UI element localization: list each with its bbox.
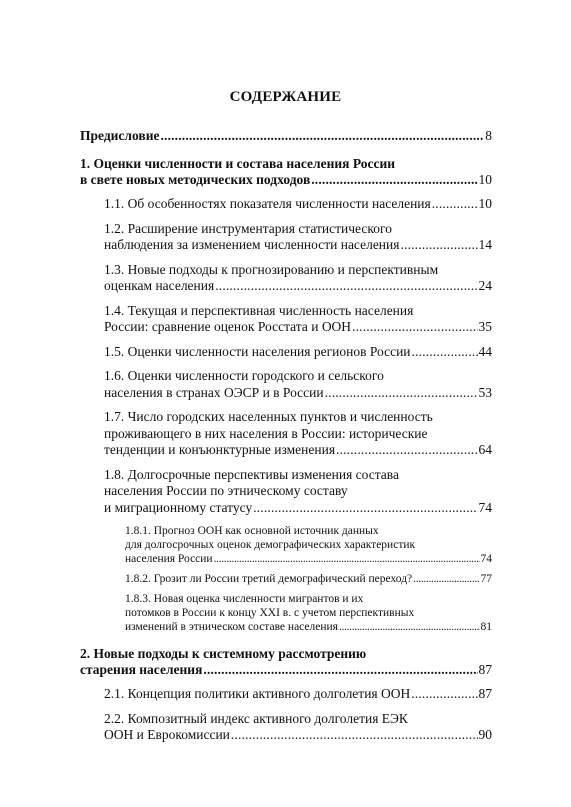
toc-line (80, 172, 492, 188)
toc-entry-label: проживающего в них населения в России: исторические (104, 425, 428, 441)
toc-entry-label: тенденции и конъюнктурные изменения (104, 442, 336, 457)
toc-entry-label: 1.4. Текущая и перспективная численность населения (104, 302, 414, 318)
toc-page-number: 14 (478, 237, 492, 252)
dot-leader (336, 442, 477, 459)
toc-entry-label: 1.1. Об особенностях показателя численности населения (104, 196, 431, 211)
dot-leader (412, 344, 478, 361)
toc-line (80, 662, 492, 678)
toc-page-number: 87 (478, 662, 492, 677)
dot-leader (413, 572, 479, 586)
toc-entry-1-4[interactable] (104, 303, 492, 336)
toc-line (104, 426, 492, 443)
dot-leader (160, 128, 484, 144)
toc-line (104, 686, 492, 703)
dot-leader (339, 620, 480, 634)
dot-leader (432, 196, 478, 213)
toc-page-number: 10 (478, 172, 492, 187)
toc-entry-label: 1.8.3. Новая оценка численности мигрантов и их (125, 593, 364, 605)
toc-page-number: 64 (478, 442, 492, 457)
toc-entry-1-3[interactable] (104, 262, 492, 295)
toc-line (125, 538, 492, 552)
dot-leader (400, 237, 477, 254)
toc-line (104, 711, 492, 728)
toc-entry-label: 1.5. Оценки численности населения регионов России (104, 343, 411, 359)
toc-entry-label: 1. Оценки численности и состава населения России (80, 156, 396, 171)
toc-entry-1-2[interactable] (104, 221, 492, 254)
toc-page-number: 24 (478, 278, 492, 293)
toc-entry-label: 1.8.1. Прогноз ООН как основной источник данных (125, 525, 379, 537)
toc-line (125, 620, 492, 634)
toc-entry-label: 1.8.2. Грозит ли России третий демографический переход? (125, 573, 413, 585)
dot-leader (411, 686, 477, 703)
toc-entry-label: для долгосрочных оценок демографических характеристик (125, 539, 416, 551)
toc-entry-label: потомков в России к концу XXI в. с учетом перспективных (125, 607, 415, 619)
toc-line (104, 237, 492, 254)
toc-line (104, 409, 492, 426)
toc-entry-label: России: сравнение оценок Росстата и ООН (104, 319, 352, 334)
toc-entry-preface[interactable] (80, 128, 492, 144)
toc-entry-chapter-2[interactable] (80, 646, 492, 678)
toc-line (104, 319, 492, 336)
dot-leader (352, 319, 477, 336)
toc-entry-label: населения России по этническому составу (104, 483, 348, 498)
dot-leader (203, 662, 477, 678)
toc-entry-label: наблюдения за изменением численности населения (104, 237, 400, 252)
dot-leader (325, 385, 478, 402)
toc-entry-1-7[interactable] (104, 409, 492, 459)
toc-page-number: 10 (478, 196, 492, 211)
toc-entry-1-6[interactable] (104, 368, 492, 401)
toc-entry-label: 1.8. Долгосрочные перспективы изменения состава (104, 466, 399, 482)
toc-page-number: 53 (478, 384, 492, 400)
toc-entry-label: ООН и Еврокомиссии (104, 727, 230, 742)
dot-leader (215, 278, 477, 295)
toc-page-number: 77 (480, 573, 492, 585)
toc-line (125, 552, 492, 566)
toc-entry-label: 2.2. Композитный индекс активного долголетия ЕЭК (104, 710, 408, 726)
toc-line (80, 646, 492, 662)
toc-page-number: 90 (478, 727, 492, 742)
toc-line (104, 196, 492, 213)
toc-entry-label: старения населения (80, 662, 203, 677)
toc-entry-label: 1.2. Расширение инструментария статистического (104, 220, 392, 236)
toc-line (104, 500, 492, 517)
toc-line (104, 221, 492, 238)
toc-line (104, 344, 492, 361)
toc-line (104, 278, 492, 295)
toc-page-number: 81 (480, 621, 492, 633)
toc-page-number: 8 (485, 128, 492, 143)
toc-entry-label: 1.3. Новые подходы к прогнозированию и перспективным (104, 261, 439, 277)
toc-line (104, 262, 492, 279)
toc-entry-chapter-1[interactable] (80, 156, 492, 188)
toc-line (104, 442, 492, 459)
toc-line (125, 524, 492, 538)
toc-entry-label: оценкам населения (104, 278, 215, 293)
toc-entry-label: 1.6. Оценки численности городского и сельского (104, 368, 384, 383)
toc-entry-label: и миграционному статусу (104, 499, 253, 515)
toc-line (80, 128, 492, 144)
toc-page-number: 87 (478, 686, 492, 701)
toc-entry-2-2[interactable] (104, 711, 492, 744)
page-title: СОДЕРЖАНИЕ (229, 89, 342, 105)
toc-entry-2-1[interactable] (104, 686, 492, 703)
toc-entry-1-5[interactable] (104, 344, 492, 361)
toc-page-number: 44 (478, 343, 492, 359)
toc-line (104, 368, 492, 385)
toc-page-number: 74 (478, 499, 492, 515)
toc-entry-label: 1.7. Число городских населенных пунктов и численность (104, 409, 433, 424)
toc-line (104, 727, 492, 744)
toc-line (104, 483, 492, 500)
toc-entry-1-1[interactable] (104, 196, 492, 213)
toc-page-number: 74 (480, 553, 492, 565)
toc-entry-label: населения в странах ОЭСР и в России (104, 384, 324, 400)
toc-entry-1-8[interactable] (104, 467, 492, 517)
dot-leader (311, 172, 477, 188)
toc-entry-label: в свете новых методических подходов (80, 172, 311, 187)
dot-leader (231, 727, 478, 744)
toc-line (125, 572, 492, 586)
toc-entry-label: изменений в этническом составе населения (125, 621, 338, 633)
toc-entry-1-8-3[interactable] (125, 592, 492, 634)
toc-line (125, 606, 492, 620)
table-of-contents (80, 128, 492, 744)
toc-page-number: 35 (478, 319, 492, 334)
toc-line (80, 156, 492, 172)
toc-entry-1-8-1[interactable] (125, 524, 492, 566)
toc-entry-label: Предисловие (80, 128, 160, 143)
toc-entry-label: 2.1. Концепция политики активного долголетия ООН (104, 686, 411, 701)
toc-entry-1-8-2[interactable] (125, 572, 492, 586)
toc-line (104, 385, 492, 402)
dot-leader (253, 500, 477, 517)
dot-leader (214, 552, 480, 566)
toc-line (125, 592, 492, 606)
toc-line (104, 467, 492, 484)
toc-entry-label: 2. Новые подходы к системному рассмотрению (80, 646, 367, 661)
toc-entry-label: населения России (125, 553, 213, 565)
toc-line (104, 303, 492, 320)
